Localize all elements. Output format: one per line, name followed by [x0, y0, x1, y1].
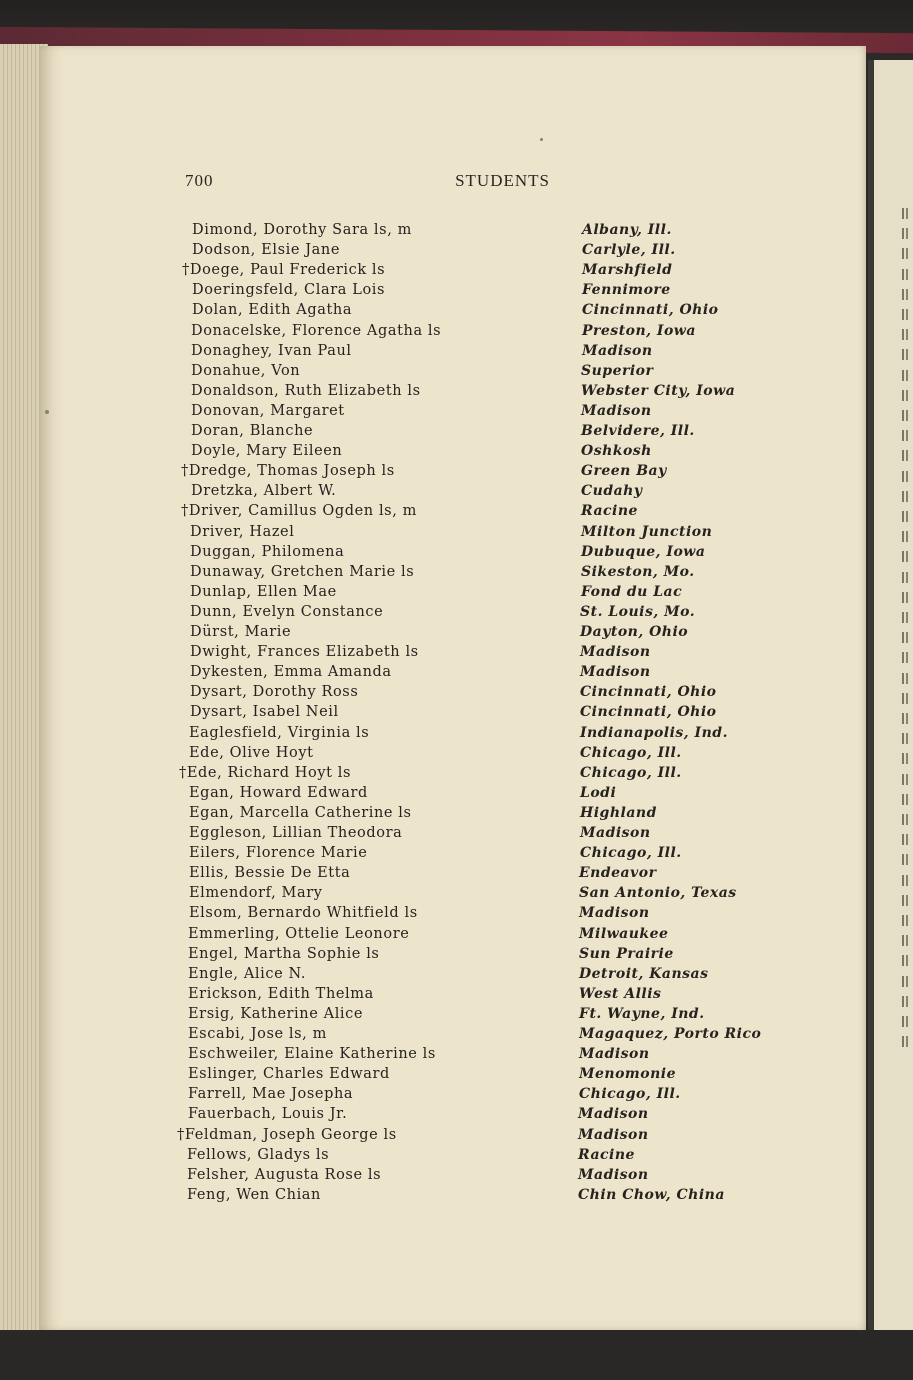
student-entry [0, 664, 913, 684]
running-head: STUDENTS [455, 171, 550, 190]
student-name: Dunaway, Gretchen Marie ls [190, 563, 415, 580]
student-hometown: Sun Prairie [579, 945, 674, 962]
student-hometown: Racine [581, 503, 638, 520]
student-entry [0, 463, 913, 483]
student-entry [0, 1006, 913, 1026]
student-name: Dunlap, Ellen Mae [190, 583, 337, 600]
student-hometown: Endeavor [579, 865, 657, 882]
student-name: Eilers, Florence Marie [189, 845, 368, 862]
student-entry [0, 1106, 913, 1126]
student-entry [0, 262, 913, 282]
student-name: †Driver, Camillus Ogden ls, m [181, 503, 417, 520]
student-name: Dysart, Isabel Neil [190, 704, 339, 721]
student-hometown: West Allis [579, 985, 662, 1002]
student-name: Fauerbach, Louis Jr. [188, 1106, 348, 1123]
student-entry [0, 403, 913, 423]
student-entry [0, 946, 913, 966]
student-hometown: Chicago, Ill. [580, 845, 682, 862]
student-hometown: Madison [582, 342, 653, 359]
student-entry [0, 302, 913, 322]
student-entry [0, 323, 913, 343]
student-name: Engel, Martha Sophie ls [188, 945, 380, 962]
student-entry [0, 1127, 913, 1147]
student-entry [0, 805, 913, 825]
student-hometown: Albany, Ill. [582, 222, 672, 238]
student-hometown: Cincinnati, Ohio [580, 704, 717, 721]
student-hometown: Madison [579, 905, 650, 922]
student-entry [0, 222, 913, 242]
student-hometown: Dubuque, Iowa [581, 543, 706, 560]
student-entry [0, 443, 913, 463]
student-name: Emmerling, Ottelie Leonore [188, 925, 410, 942]
student-hometown: Cincinnati, Ohio [580, 684, 717, 701]
student-entry [0, 865, 913, 885]
student-hometown: Madison [579, 1046, 650, 1063]
student-entry [0, 1167, 913, 1187]
student-hometown: Ft. Wayne, Ind. [579, 1005, 705, 1022]
student-hometown: Chin Chow, China [578, 1186, 725, 1203]
student-entry [0, 584, 913, 604]
student-name: Donovan, Margaret [191, 402, 345, 419]
student-hometown: Racine [578, 1146, 635, 1163]
student-name: Dysart, Dorothy Ross [190, 684, 359, 701]
student-hometown: Dayton, Ohio [580, 624, 689, 640]
student-entry [0, 564, 913, 584]
student-name: Dolan, Edith Agatha [192, 302, 353, 319]
student-hometown: Cincinnati, Ohio [582, 302, 719, 319]
student-hometown: Green Bay [581, 463, 667, 480]
student-entry [0, 242, 913, 262]
student-name: Dretzka, Albert W. [191, 483, 337, 500]
student-entry [0, 544, 913, 564]
student-hometown: Superior [581, 362, 654, 379]
student-hometown: Indianapolis, Ind. [580, 724, 728, 741]
student-hometown: Fond du Lac [581, 583, 683, 600]
student-entry [0, 926, 913, 946]
student-name: †Feldman, Joseph George ls [177, 1126, 397, 1143]
student-hometown: Madison [580, 664, 651, 681]
student-hometown: Carlyle, Ill. [582, 242, 676, 259]
student-entry [0, 986, 913, 1006]
student-name: Driver, Hazel [190, 523, 295, 540]
student-hometown: Menomonie [579, 1066, 676, 1083]
student-name: Farrell, Mae Josepha [188, 1086, 354, 1103]
student-hometown: Cudahy [581, 483, 643, 500]
student-entry [0, 825, 913, 845]
student-entry [0, 423, 913, 443]
student-name: Fellows, Gladys ls [187, 1146, 330, 1163]
student-hometown: Belvidere, Ill. [581, 423, 695, 439]
student-entry [0, 483, 913, 503]
student-hometown: Chicago, Ill. [580, 744, 682, 761]
student-hometown: Fennimore [582, 282, 671, 299]
student-hometown: Madison [578, 1166, 649, 1183]
student-name: Elmendorf, Mary [189, 885, 323, 902]
student-name: Escabi, Jose ls, m [188, 1026, 327, 1042]
student-hometown: Lodi [580, 784, 617, 801]
student-entry [0, 1086, 913, 1106]
student-hometown: Madison [581, 402, 652, 419]
student-hometown: Detroit, Kansas [579, 965, 709, 982]
student-name: Dwight, Frances Elizabeth ls [190, 644, 419, 661]
student-name: Donaldson, Ruth Elizabeth ls [191, 382, 421, 399]
student-entry [0, 524, 913, 544]
student-name: Ede, Olive Hoyt [189, 744, 314, 761]
student-entry [0, 604, 913, 624]
student-entry [0, 503, 913, 523]
student-hometown: Chicago, Ill. [580, 764, 682, 781]
student-entry [0, 905, 913, 925]
student-entry [0, 966, 913, 986]
student-entry [0, 684, 913, 704]
student-entry [0, 725, 913, 745]
student-hometown: Madison [580, 825, 651, 841]
student-entry [0, 383, 913, 403]
student-name: Duggan, Philomena [190, 543, 345, 560]
student-hometown: Magaquez, Porto Rico [579, 1026, 762, 1042]
student-entry [0, 282, 913, 302]
student-hometown: Webster City, Iowa [581, 382, 736, 399]
student-name: Doeringsfeld, Clara Lois [192, 282, 386, 299]
student-hometown: Sikeston, Mo. [581, 563, 695, 580]
student-name: Donahue, Von [191, 362, 301, 379]
student-name: Eaglesfield, Virginia ls [189, 724, 370, 741]
student-entry [0, 845, 913, 865]
student-entry [0, 704, 913, 724]
student-name: Egan, Marcella Catherine ls [189, 804, 412, 821]
student-name: Donacelske, Florence Agatha ls [191, 322, 442, 339]
student-name: Felsher, Augusta Rose ls [187, 1166, 382, 1183]
student-hometown: Milton Junction [581, 523, 713, 540]
student-entry [0, 1066, 913, 1086]
student-entry [0, 363, 913, 383]
student-hometown: Madison [578, 1106, 649, 1123]
page-number: 700 [185, 171, 214, 190]
student-name: Ellis, Bessie De Etta [189, 865, 351, 882]
student-name: Dimond, Dorothy Sara ls, m [192, 222, 412, 238]
student-name: Dürst, Marie [190, 624, 292, 640]
student-name: Dodson, Elsie Jane [192, 242, 341, 259]
student-name: Eggleson, Lillian Theodora [189, 825, 403, 841]
student-entry [0, 765, 913, 785]
student-entry [0, 624, 913, 644]
student-entry [0, 785, 913, 805]
student-name: Doyle, Mary Eileen [191, 443, 343, 460]
student-entry [0, 1026, 913, 1046]
student-entry [0, 343, 913, 363]
student-hometown: Chicago, Ill. [579, 1086, 681, 1103]
student-name: Eslinger, Charles Edward [188, 1066, 390, 1083]
student-name: Erickson, Edith Thelma [188, 985, 374, 1002]
student-name: Doran, Blanche [191, 423, 314, 439]
student-name: Elsom, Bernardo Whitfield ls [189, 905, 418, 922]
student-entry [0, 885, 913, 905]
student-hometown: Madison [580, 644, 651, 661]
student-name: Egan, Howard Edward [189, 784, 368, 801]
student-hometown: Preston, Iowa [582, 322, 696, 339]
student-entry [0, 1046, 913, 1066]
student-name: Donaghey, Ivan Paul [191, 342, 352, 359]
student-hometown: Oshkosh [581, 443, 652, 460]
student-name: Ersig, Katherine Alice [188, 1005, 364, 1022]
student-hometown: Milwaukee [579, 925, 669, 942]
student-name: Dunn, Evelyn Constance [190, 603, 384, 620]
student-name: Eschweiler, Elaine Katherine ls [188, 1046, 436, 1063]
student-name: †Ede, Richard Hoyt ls [179, 764, 352, 781]
student-hometown: St. Louis, Mo. [580, 603, 696, 620]
student-hometown: San Antonio, Texas [579, 885, 737, 902]
student-hometown: Highland [580, 804, 657, 821]
student-name: †Doege, Paul Frederick ls [182, 262, 386, 279]
student-hometown: Madison [578, 1126, 649, 1143]
student-entry [0, 1187, 913, 1207]
student-hometown: Marshfield [582, 262, 673, 279]
student-name: †Dredge, Thomas Joseph ls [181, 463, 395, 480]
student-name: Engle, Alice N. [188, 965, 307, 982]
student-entry [0, 644, 913, 664]
student-entry [0, 1147, 913, 1167]
student-name: Feng, Wen Chian [187, 1186, 321, 1203]
student-entry [0, 745, 913, 765]
student-name: Dykesten, Emma Amanda [190, 664, 392, 681]
